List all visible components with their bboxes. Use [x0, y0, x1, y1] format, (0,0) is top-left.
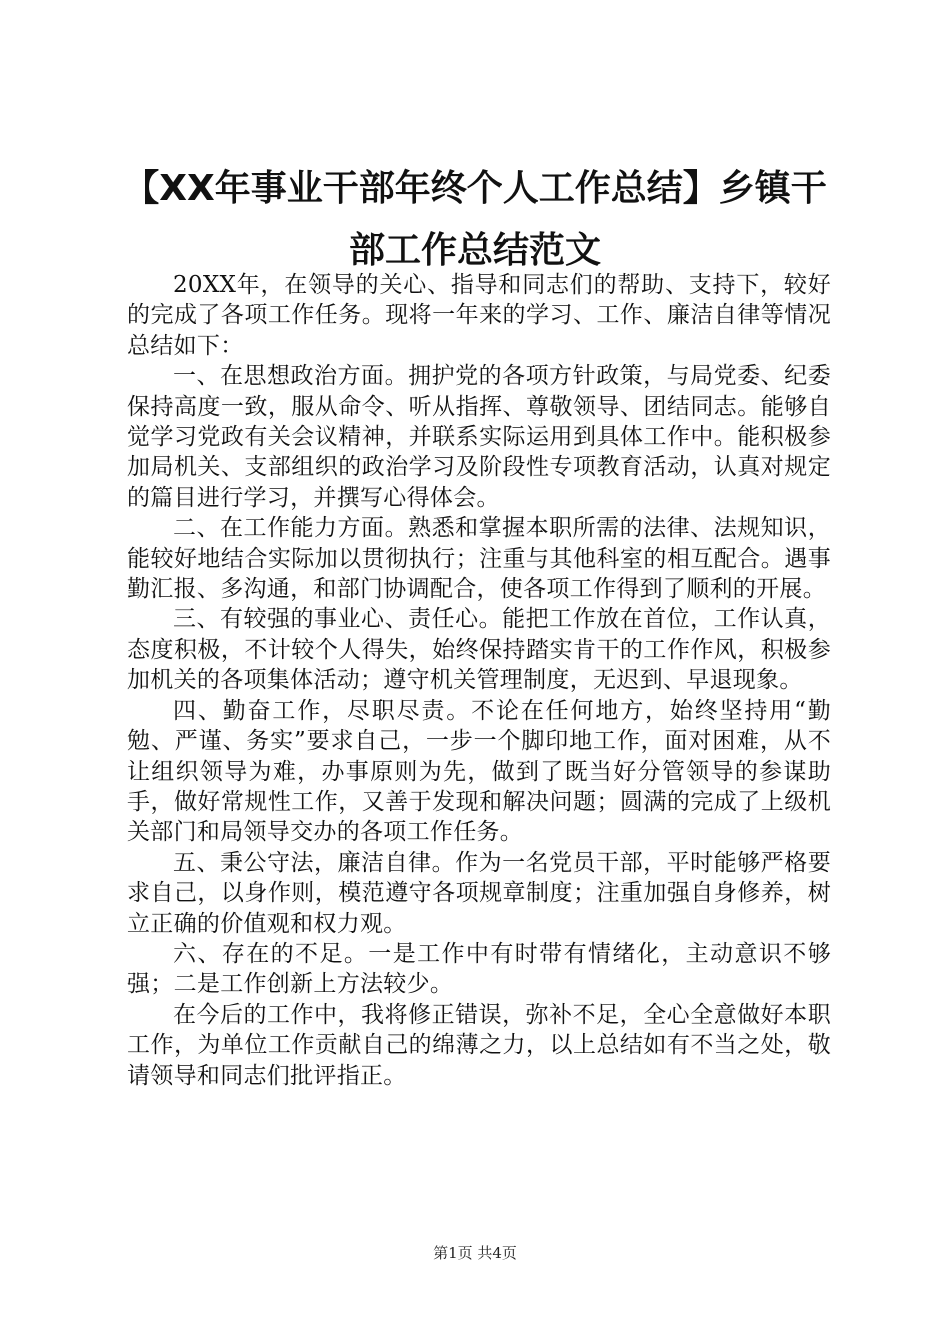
paragraph-conclusion: 在今后的工作中，我将修正错误，弥补不足，全心全意做好本职工作，为单位工作贡献自己的绵薄之力，以上总结如有不当之处，敬请领导和同志们批评指正。	[127, 1001, 831, 1089]
document-title-line-2: 部工作总结范文	[348, 230, 601, 271]
paragraph-responsibility: 三、有较强的事业心、责任心。能把工作放在首位，工作认真，态度积极，不计较个人得失，始终保持踏实肯干的工作作风，积极参加机关的各项集体活动；遵守机关管理制度，无迟到、早退现象。	[127, 606, 831, 694]
paragraph-intro: 20XX年，在领导的关心、指导和同志们的帮助、支持下，较好的完成了各项工作任务。现将一年来的学习、工作、廉洁自律等情况总结如下：	[127, 272, 831, 359]
document-body	[127, 270, 831, 1091]
paragraph-shortcomings: 六、存在的不足。一是工作中有时带有情绪化，主动意识不够强；二是工作创新上方法较少。	[127, 940, 831, 998]
page-number-footer: 第1页 共4页	[433, 1244, 517, 1262]
paragraph-diligence: 四、勤奋工作，尽职尽责。不论在任何地方，始终坚持用“勤勉、严谨、务实”要求自己，一步一个脚印地工作，面对困难，从不让组织领导为难，办事原则为先，做到了既当好分管领导的参谋助手，做好常规性工作，又善于发现和解决问题；圆满的完成了上级机关部门和局领导交办的各项工作任务。	[127, 697, 831, 846]
paragraph-integrity: 五、秉公守法，廉洁自律。作为一名党员干部，平时能够严格要求自己，以身作则，模范遵守各项规章制度；注重加强自身修养，树立正确的价值观和权力观。	[127, 849, 831, 937]
paragraph-political: 一、在思想政治方面。拥护党的各项方针政策，与局党委、纪委保持高度一致，服从命令、听从指挥、尊敬领导、团结同志。能够自觉学习党政有关会议精神，并联系实际运用到具体工作中。能积极参加局机关、支部组织的政治学习及阶段性专项教育活动，认真对规定的篇目进行学习，并撰写心得体会。	[127, 363, 831, 511]
paragraph-ability: 二、在工作能力方面。熟悉和掌握本职所需的法律、法规知识，能较好地结合实际加以贯彻执行；注重与其他科室的相互配合。遇事勤汇报、多沟通，和部门协调配合，使各项工作得到了顺利的开展。	[127, 515, 831, 603]
document-title	[110, 158, 840, 282]
document-title-line-1: 【XX年事业干部年终个人工作总结】乡镇干	[123, 168, 827, 209]
